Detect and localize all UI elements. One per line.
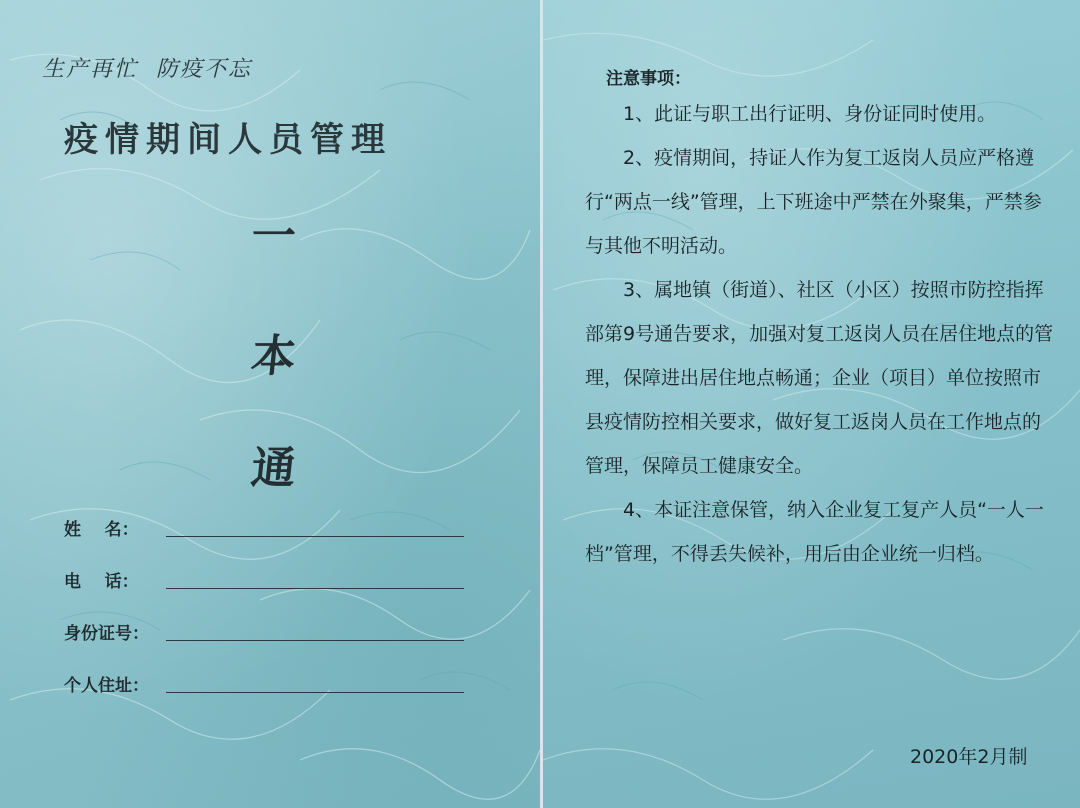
- cover-char-3: 通: [248, 443, 299, 494]
- cover-char-1: 一: [248, 211, 299, 262]
- notice-item-1: 1、此证与职工出行证明、身份证同时使用。: [623, 103, 997, 125]
- address-line[interactable]: [166, 692, 464, 693]
- cover-title: 疫情期间人员管理: [64, 120, 392, 160]
- id-number-label: 身份证号：: [64, 624, 149, 644]
- id-number-field[interactable]: [64, 614, 464, 644]
- notice-item-4: 4、本证注意保管，纳入企业复工复产人员“一人一档”管理，不得丢失候补，用后由企业统一归档。: [585, 499, 1044, 565]
- name-label: 姓 名：: [64, 520, 139, 540]
- issue-date: 2020年2月制: [910, 746, 1028, 768]
- notice-title: 注意事项：: [606, 69, 691, 89]
- address-field[interactable]: [64, 666, 464, 696]
- notice-item-2: 2、疫情期间，持证人作为复工返岗人员应严格遵行“两点一线”管理，上下班途中严禁在外聚集，严禁参与其他不明活动。: [585, 147, 1042, 257]
- notice-item-3: 3、属地镇（街道）、社区（小区）按照市防控指挥部第9号通告要求，加强对复工返岗人员在居住地点的管理，保障进出居住地点畅通；企业（项目）单位按照市县疫情防控相关要求，做好复工返岗人员在工作地点的管理，保障员工健康安全。: [585, 279, 1054, 477]
- phone-label: 电 话：: [64, 572, 139, 592]
- notice-list: [585, 92, 1055, 576]
- name-line[interactable]: [166, 536, 464, 537]
- cover-char-2: 本: [248, 331, 299, 382]
- cover-slogan: 生产再忙 防疫不忘: [42, 57, 252, 82]
- id-number-line[interactable]: [166, 640, 464, 641]
- phone-line[interactable]: [166, 588, 464, 589]
- address-label: 个人住址：: [64, 676, 149, 696]
- name-field[interactable]: [64, 510, 464, 540]
- phone-field[interactable]: [64, 562, 464, 592]
